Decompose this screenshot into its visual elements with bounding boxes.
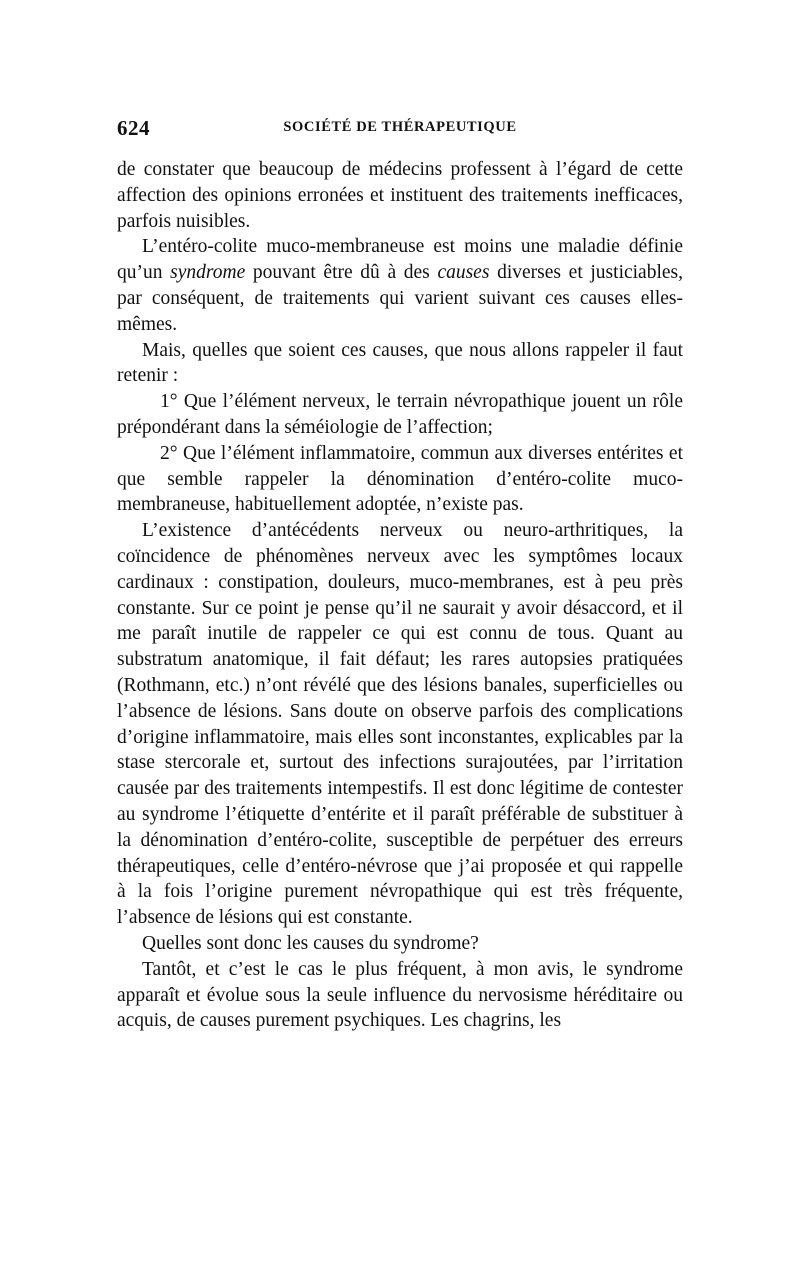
paragraph-text: Mais, quelles que soient ces causes, que nous allons rappeler il faut retenir : [117, 339, 683, 387]
italic-term-causes: causes [437, 262, 490, 284]
paragraph-text: de constater que beaucoup de médecins professent à l’égard de cette affection des opinions erronées et instituent des traitements inefficaces, parfois nuisibles. [117, 159, 683, 232]
paragraph [117, 234, 683, 337]
paragraph-text: Quelles sont donc les causes du syndrome? [142, 932, 479, 954]
paragraph-text: pouvant être dû à des [245, 262, 438, 284]
body-text [117, 157, 683, 1034]
running-head [117, 112, 683, 142]
book-page [117, 112, 683, 1034]
paragraph-text: 1° Que l’élément nerveux, le terrain névropathique jouent un rôle prépondérant dans la séméiologie de l’affection; [117, 391, 683, 438]
italic-term-syndrome: syndrome [170, 262, 246, 284]
paragraph [117, 157, 683, 234]
paragraph [117, 518, 683, 931]
paragraph-text: L’entéro-colite muco-membraneuse est moins une maladie définie qu’un [117, 236, 683, 284]
paragraph [117, 931, 683, 957]
paragraph-text: 2° Que l’élément inflammatoire, commun aux diverses entérites et que semble rappeler la dénomination d’entéro-colite muco-membraneuse, habituellement adoptée, n’existe pas. [117, 442, 683, 516]
paragraph [117, 957, 683, 1034]
enumerated-point-1 [117, 389, 683, 441]
paragraph-text: L’existence d’antécédents nerveux ou neuro-arthritiques, la coïncidence de phénomènes nerveux avec les symptômes locaux cardinaux : constipation, douleurs, muco-membranes, est à peu près constante. Sur ce point je pense qu’il ne saurait y avoir désaccord, et il me paraît inutile de rappeler ce qui est connu de tous. Quant au substratum anatomique, il fait défaut; les rares autopsies pratiquées (Rothmann, etc.) n’ont révélé que des lésions banales, superficielles ou l’absence de lésions. Sans doute on observe parfois des complications d’origine inflammatoire, mais elles sont inconstantes, explicables par la stase stercorale et, surtout des infections surajoutées, par l’irritation causée par des traitements intempestifs. Il est donc légitime de contester au syndrome l’étiquette d’entérite et il paraît préférable de substituer à la dénomination d’entéro-colite, susceptible de perpétuer des erreurs thérapeutiques, celle d’entéro-névrose que j’ai proposée et qui rappelle à la fois l’origine purement névropathique qui est très fréquente, l’absence de lésions qui est constante. [117, 520, 683, 929]
paragraph-text: Tantôt, et c’est le cas le plus fréquent, à mon avis, le syndrome apparaît et évolue sous la seule influence du nervosisme héréditaire ou acquis, de causes purement psychiques. Les chagrins, les [117, 958, 683, 1032]
journal-title: SOCIÉTÉ DE THÉRAPEUTIQUE [283, 119, 517, 135]
paragraph-text: diverses et justiciables, par conséquent, de traitements qui varient suivant ces causes elles-mêmes. [117, 262, 683, 335]
paragraph [117, 338, 683, 390]
page-number: 624 [117, 116, 150, 140]
enumerated-point-2 [117, 441, 683, 518]
